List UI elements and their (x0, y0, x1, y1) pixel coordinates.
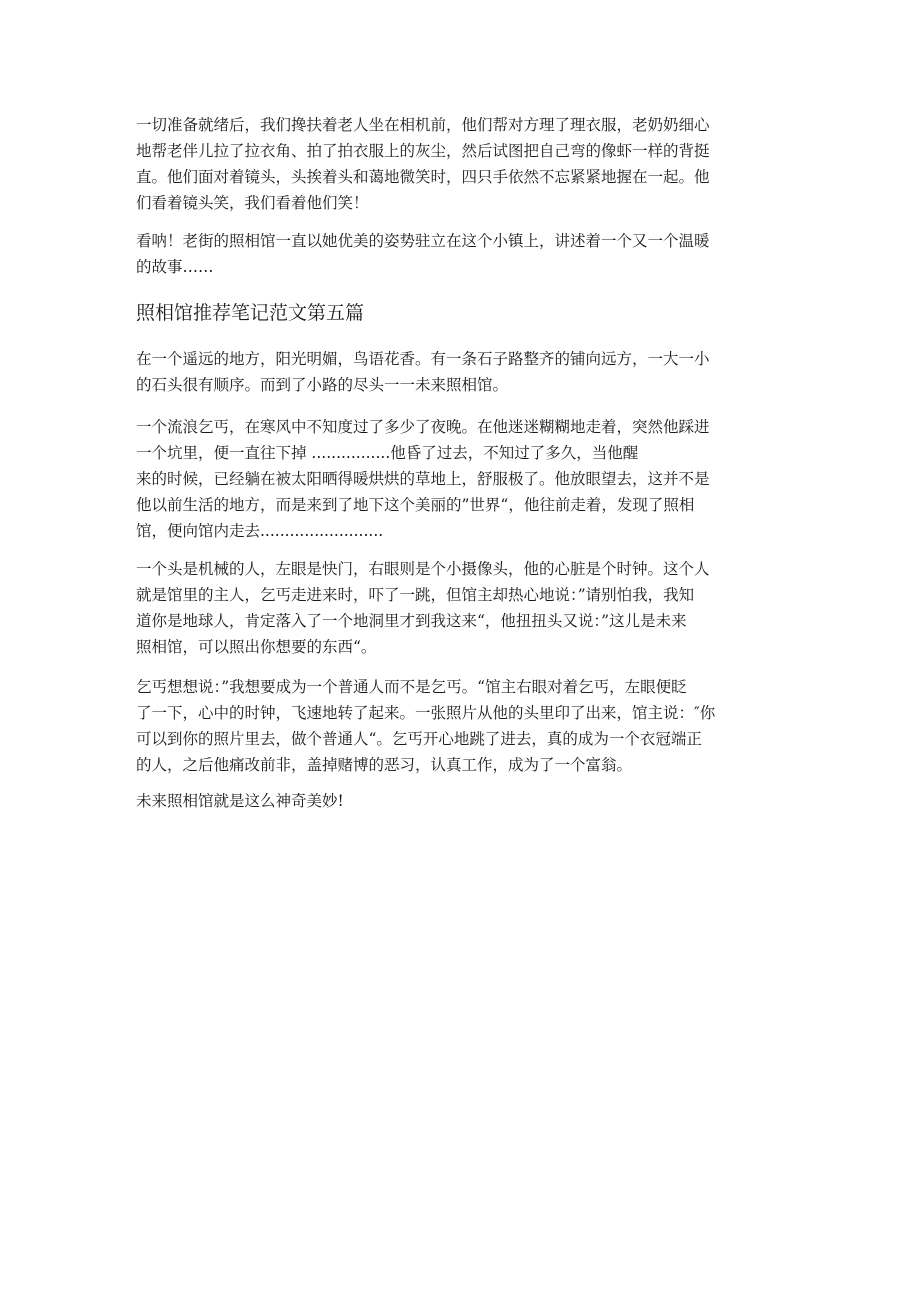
paragraph-line: 乞丐想想说：”我想要成为一个普通人而不是乞丐。“馆主右眼对着乞丐，左眼便眨 (136, 678, 687, 696)
paragraph-line: 直。他们面对着镜头，头挨着头和蔼地微笑时，四只手依然不忘紧紧地握在一起。他 (136, 168, 710, 186)
paragraph-line: 他以前生活的地方，而是来到了地下这个美丽的”世界“，他往前走着，发现了照相 (136, 496, 695, 514)
paragraph-line: 的人，之后他痛改前非，盖掉赌博的恶习，认真工作，成为了一个富翁。 (136, 756, 633, 774)
paragraph-line: 地帮老伴儿拉了拉衣角、拍了拍衣服上的灰尘，然后试图把自己弯的像虾一样的背挺 (136, 142, 710, 160)
paragraph-line: 们看着镜头笑，我们看着他们笑！ (136, 194, 369, 212)
paragraph-line: 一个坑里，便一直往下掉 ................他昏了过去，不知过了多久，当他醒 (136, 444, 639, 462)
paragraph-line: 来的时候，已经躺在被太阳晒得暖烘烘的草地上，舒服极了。他放眼望去，这并不是 (136, 470, 710, 488)
paragraph-line: 一个头是机械的人，左眼是快门，右眼则是个小摄像头，他的心脏是个时钟。这个人 (136, 560, 710, 578)
paragraph-6 (136, 674, 784, 778)
paragraph-line: 未来照相馆就是这么神奇美妙! (136, 792, 344, 810)
paragraph-7 (136, 788, 784, 814)
paragraph-line: 的故事…… (136, 258, 214, 276)
paragraph-3 (136, 346, 784, 398)
section-heading: 照相馆推荐笔记范文第五篇 (136, 302, 365, 324)
paragraph-line: 的石头很有顺序。而到了小路的尽头一一未来照相馆。 (136, 376, 509, 394)
paragraph-1 (136, 112, 784, 216)
paragraph-line: 可以到你的照片里去，做个普通人“。乞丐开心地跳了进去，真的成为一个衣冠端正 (136, 730, 702, 748)
paragraph-line: 就是馆里的主人，乞丐走进来时，吓了一跳，但馆主却热心地说：”请别怕我，我知 (136, 586, 695, 604)
paragraph-line: 道你是地球人，肯定落入了一个地洞里才到我这来“，他扭扭头又说：”这儿是未来 (136, 612, 687, 630)
paragraph-line: 照相馆，可以照出你想要的东西“。 (136, 638, 377, 656)
paragraph-5 (136, 556, 784, 660)
paragraph-line: 了一下，心中的时钟，飞速地转了起来。一张照片从他的头里印了出来，馆主说：″你 (136, 704, 716, 722)
paragraph-2 (136, 228, 784, 280)
paragraph-4 (136, 414, 784, 544)
paragraph-line: 一切准备就绪后，我们搀扶着老人坐在相机前，他们帮对方理了理衣服，老奶奶细心 (136, 116, 710, 134)
paragraph-line: 馆，便向馆内走去......................... (136, 522, 384, 540)
paragraph-line: 在一个遥远的地方，阳光明媚，鸟语花香。有一条石子路整齐的铺向远方，一大一小 (136, 350, 710, 368)
paragraph-line: 一个流浪乞丐，在寒风中不知度过了多少了夜晚。在他迷迷糊糊地走着，突然他踩进 (136, 418, 710, 436)
paragraph-line: 看呐！老街的照相馆一直以她优美的姿势驻立在这个小镇上，讲述着一个又一个温暖 (136, 232, 710, 250)
